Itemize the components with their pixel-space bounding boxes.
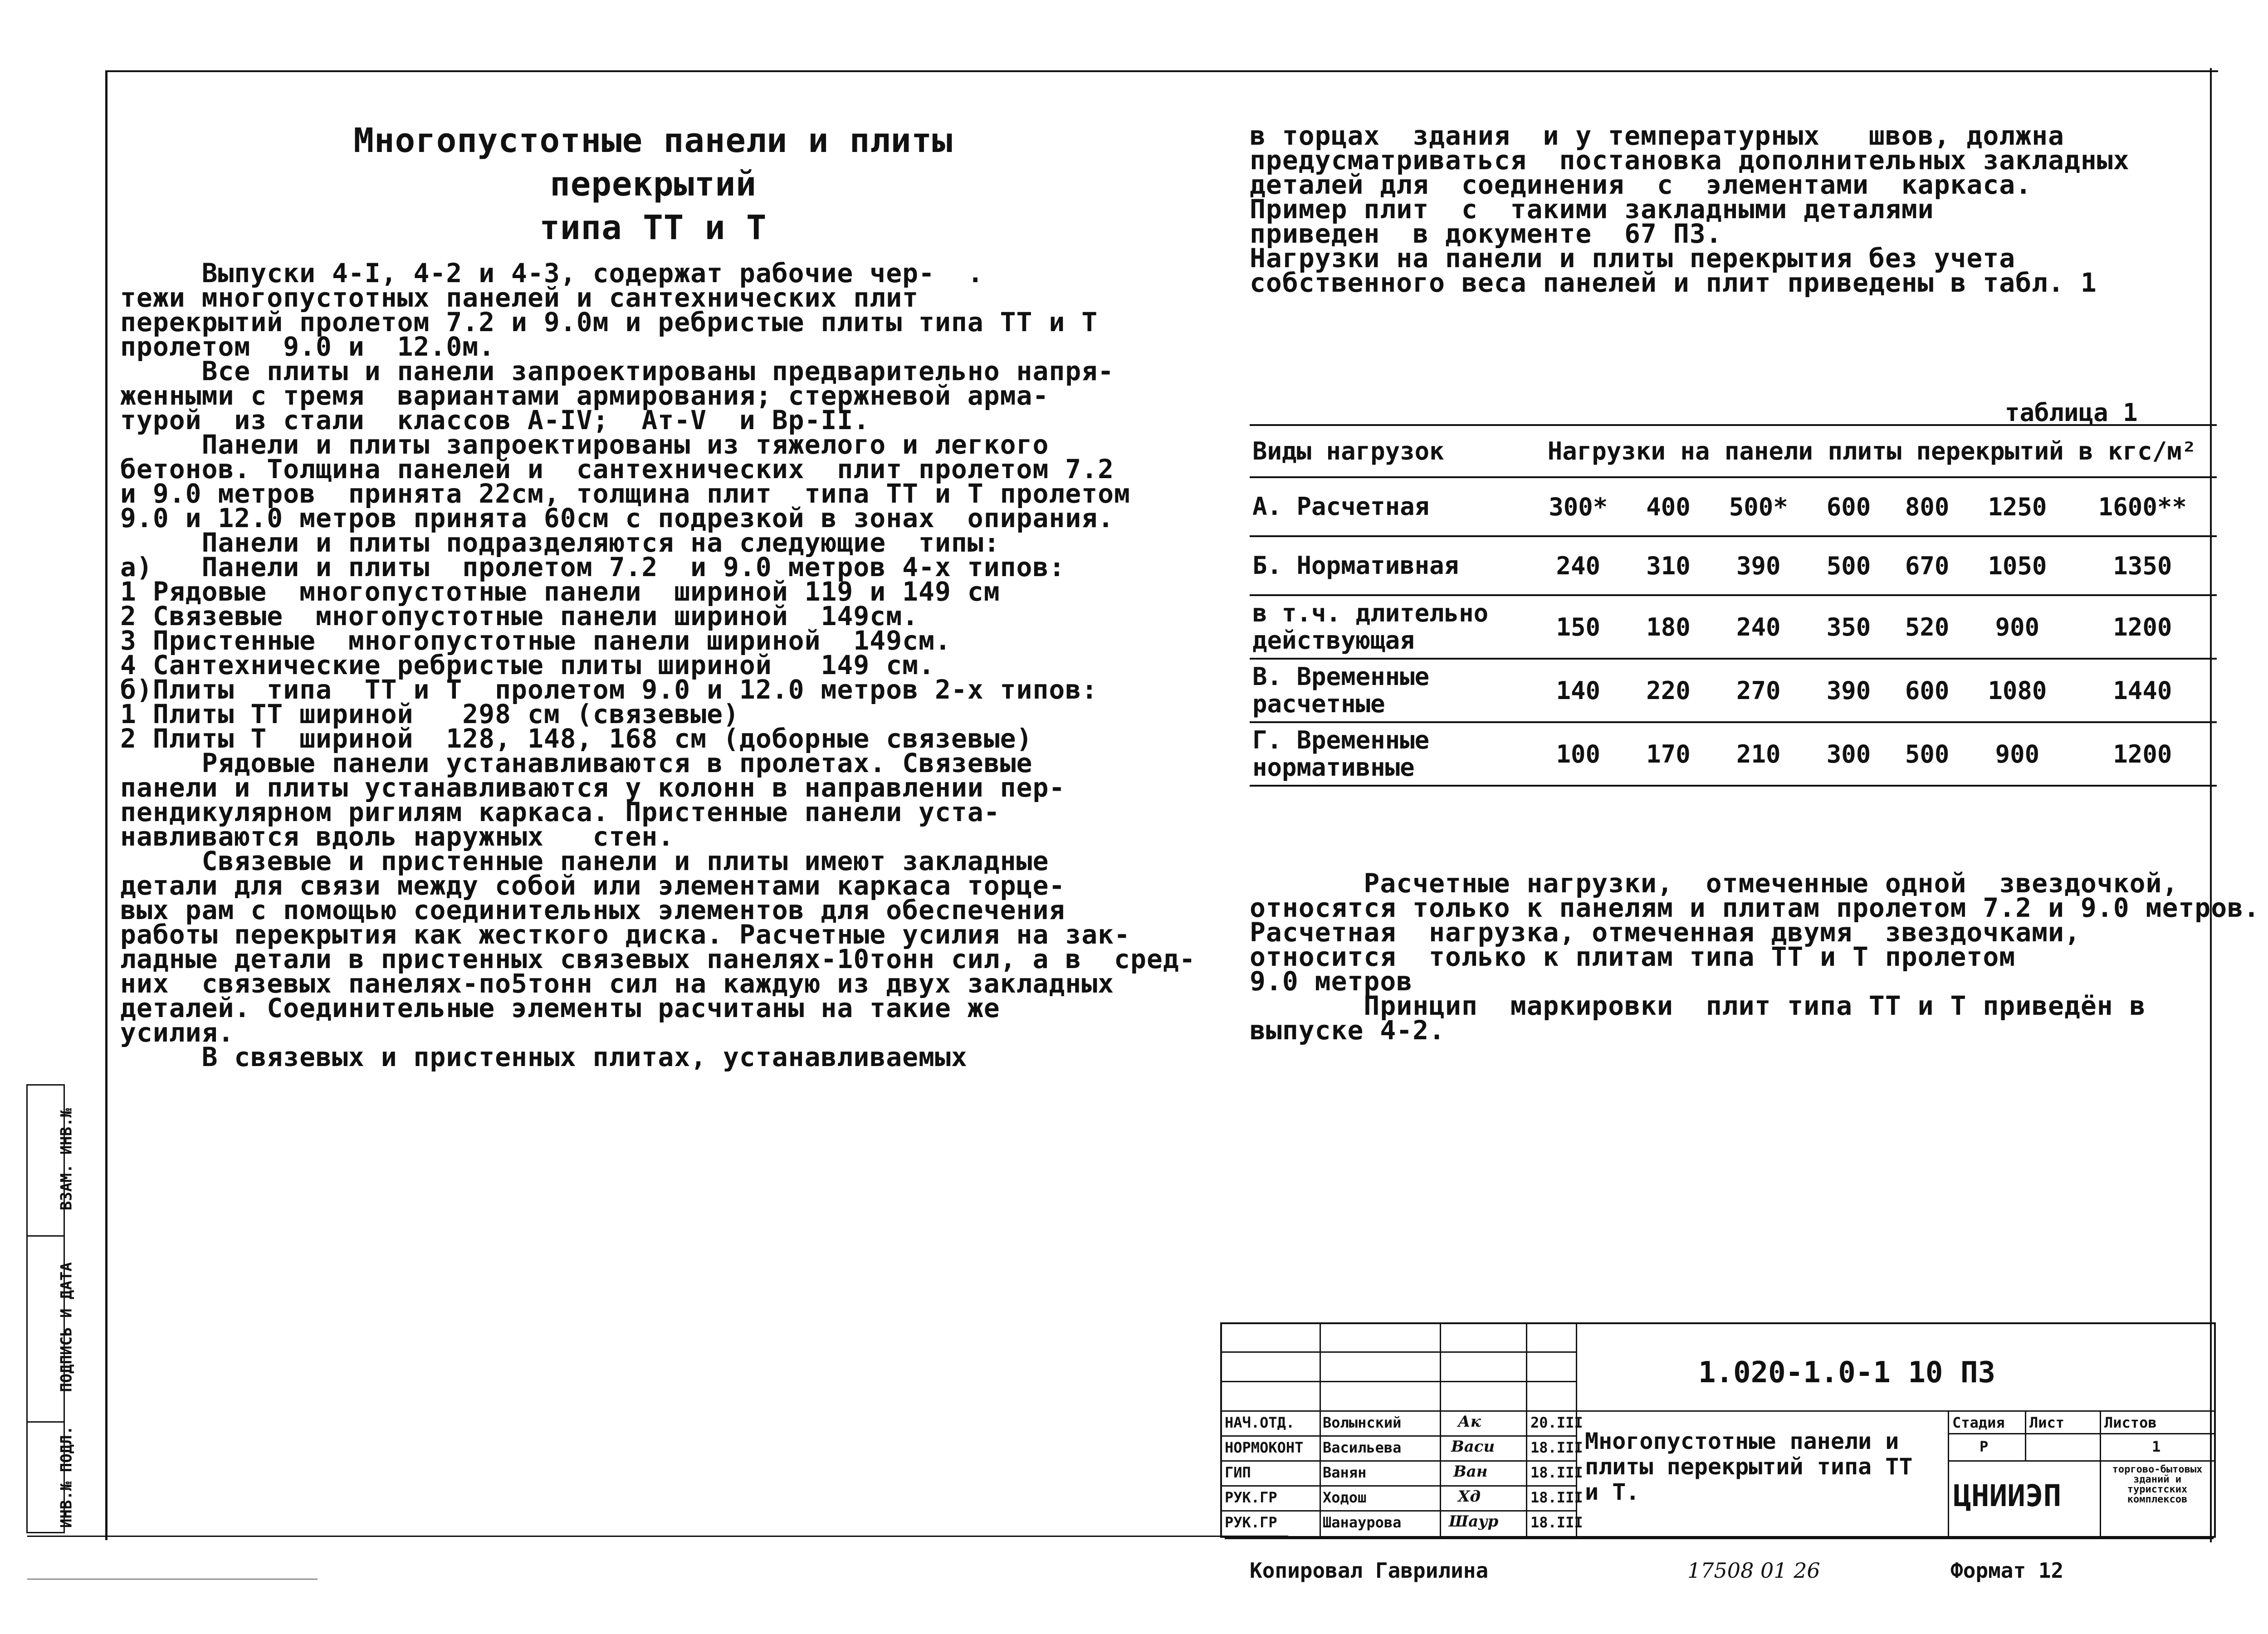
title-line-1: Многопустотные панели и плиты перекрытий — [353, 121, 953, 204]
bottom-frame-line — [27, 1536, 1288, 1537]
cell: 400 — [1629, 477, 1707, 536]
cell: 1200 — [2068, 595, 2217, 659]
cell: 180 — [1629, 595, 1707, 659]
table-row — [1250, 477, 2217, 536]
staff-name: Волынский — [1323, 1414, 1402, 1431]
staff-date: 18.III — [1530, 1489, 1583, 1506]
stamp-inv-orig: ИНВ.№ ПОДЛ. — [57, 1425, 75, 1528]
staff-name: Васильева — [1323, 1439, 1402, 1456]
format-label: Формат 12 — [1950, 1558, 2064, 1583]
left-column-text: Выпуски 4-I, 4-2 и 4-3, содержат рабочие чер- . тежи многопустотных панелей и сантехнических плит перекрытий пролетом 7.2 и 9.0м и ребристые плиты типа ТТ и Т пролетом 9.0 и 12.0м. Все плиты и панели запроектированы предварительно напря- женными с тремя вариантами армирования; стержневой арма- турой из стали классов А-IV; Ат-V и Вр-II. Панели и плиты запроектированы из тяжелого и легкого бетонов. Толщина панелей и сантехнических плит пролетом 7.2 и 9.0 метров принята 22см, толщина плит типа ТТ и Т пролетом 9.0 и 12.0 метров принята 60см с подрезкой в зонах опирания. Панели и плиты подразделяются на следующие типы: а) Панели и плиты пролетом 7.2 и 9.0 метров 4-х типов: 1 Рядовые многопустотные панели шириной 119 и 149 см 2 Связевые многопустотные панели шириной 149см. 3 Пристенные многопустотные панели шириной 149см. 4 Сантехнические ребристые плиты шириной 149 см. б)Плиты типа ТТ и Т пролетом 9.0 и 12.0 метров 2-х типов: 1 Плиты ТТ шириной 298 см (связевые) 2 Плиты Т шириной 128, 148, 168 см (доборные связевые) Рядовые панели устанавливаются в пролетах. Связевые панели и плиты устанавливаются у колонн в направлении пер- пендикулярном ригилям каркаса. Пристенные панели уста- навливаются вдоль наружных стен. Связевые и пристенные панели и плиты имеют закладные детали для связи между собой или элементами каркаса торце- вых рам с помощью соединительных элементов для обеспечения работы перекрытия как жесткого диска. Расчетные усилия на зак- ладные детали в пристенных связевых панелях-10тонн сил, а в сред- них связевых панелях-по5тонн сил на каждую из двух закладных деталей. Соединительные элементы расчитаны на такие же усилия. В связевых и пристенных плитах, устанавливаемых — [120, 258, 1196, 1072]
table-row — [1250, 595, 2217, 659]
cell: 1250 — [1966, 477, 2068, 536]
page-title — [245, 119, 1061, 250]
tb-line — [1526, 1324, 1527, 1536]
table-caption: таблица 1 — [2005, 398, 2138, 427]
row-kind: Г. Временные нормативные — [1250, 722, 1527, 786]
cell: 300 — [1809, 722, 1888, 786]
loads-table — [1250, 424, 2217, 787]
row-kind: в т.ч. длительно действующая — [1250, 595, 1527, 659]
table-row — [1250, 536, 2217, 595]
cell: 500* — [1708, 477, 1809, 536]
title-block — [1220, 1322, 2216, 1538]
staff-role: НАЧ.ОТД. — [1225, 1414, 1295, 1431]
organization-name: ЦНИИЭП — [1953, 1478, 2062, 1513]
cell: 500 — [1888, 722, 1966, 786]
drawing-name: Многопустотные панели и плиты перекрытий типа ТТ и Т. — [1585, 1428, 1913, 1505]
right-column-text-bottom: Расчетные нагрузки, отмеченные одной звездочкой, относятся только к панелям и плитам пролетом 7.2 и 9.0 метров. Расчетная нагрузка, отмеченная двумя звездочками, относится только к плитам типа ТТ и Т пролетом 9.0 метров Принцип маркировки плит типа ТТ и Т приведён в выпуске 4-2. — [1250, 868, 2260, 1046]
row-kind: Б. Нормативная — [1250, 536, 1527, 595]
row-kind: А. Расчетная — [1250, 477, 1527, 536]
cell: 210 — [1708, 722, 1809, 786]
cell: 600 — [1888, 659, 1966, 722]
cell: 600 — [1809, 477, 1888, 536]
tb-line — [1948, 1433, 2214, 1434]
cell: 170 — [1629, 722, 1707, 786]
tb-line — [1222, 1410, 2214, 1412]
stage-value: Р — [1980, 1438, 1989, 1455]
staff-signature: Васи — [1451, 1438, 1495, 1456]
cell: 1440 — [2068, 659, 2217, 722]
staff-role: РУК.ГР — [1225, 1514, 1277, 1531]
cell: 1350 — [2068, 536, 2217, 595]
cell: 350 — [1809, 595, 1888, 659]
cell: 520 — [1888, 595, 1966, 659]
stamp-labels — [47, 1085, 86, 1534]
cell: 1080 — [1966, 659, 2068, 722]
tb-line — [1320, 1324, 1321, 1536]
tb-line — [2100, 1410, 2101, 1536]
cell: 240 — [1708, 595, 1809, 659]
tb-line — [1222, 1460, 1576, 1462]
cell: 390 — [1708, 536, 1809, 595]
tb-line — [1948, 1460, 2214, 1462]
staff-role: РУК.ГР — [1225, 1489, 1277, 1506]
sheet-label: Лист — [2029, 1414, 2065, 1431]
staff-name: Шанаурова — [1323, 1514, 1402, 1531]
right-frame-line — [2210, 68, 2212, 1542]
staff-name: Ванян — [1323, 1464, 1367, 1481]
cell: 390 — [1809, 659, 1888, 722]
vertical-stamp — [26, 1084, 75, 1533]
handwritten-number: 17508 01 26 — [1687, 1558, 1820, 1583]
cell: 240 — [1527, 536, 1629, 595]
stage-label: Стадия — [1952, 1414, 2005, 1431]
cell: 1600** — [2068, 477, 2217, 536]
cell: 300* — [1527, 477, 1629, 536]
tb-line — [1222, 1510, 1576, 1512]
header-kind: Виды нагрузок — [1250, 425, 1527, 477]
cell: 310 — [1629, 536, 1707, 595]
staff-name: Ходош — [1323, 1489, 1367, 1506]
staff-date: 18.III — [1530, 1439, 1583, 1456]
cell: 100 — [1527, 722, 1629, 786]
cell: 150 — [1527, 595, 1629, 659]
tb-line — [1222, 1435, 1576, 1437]
scan-stub-line — [27, 1579, 318, 1580]
cell: 500 — [1809, 536, 1888, 595]
sheets-value: 1 — [2152, 1438, 2161, 1455]
stamp-signature-date: ПОДПИСЬ И ДАТА — [57, 1262, 75, 1392]
cell: 670 — [1888, 536, 1966, 595]
table-row — [1250, 659, 2217, 722]
staff-signature: Ак — [1458, 1413, 1481, 1431]
cell: 1200 — [2068, 722, 2217, 786]
document-number: 1.020-1.0-1 10 ПЗ — [1698, 1356, 1996, 1389]
tb-line — [1948, 1410, 1949, 1536]
cell: 900 — [1966, 722, 2068, 786]
bottom-frame-line-right — [1225, 1538, 2214, 1539]
tb-line — [1222, 1351, 1576, 1353]
title-line-2: типа ТТ и Т — [539, 208, 767, 247]
table-header-row — [1250, 425, 2217, 477]
row-kind: В. Временные расчетные — [1250, 659, 1527, 722]
staff-signature: Шаур — [1449, 1512, 1499, 1531]
staff-date: 20.III — [1530, 1414, 1583, 1431]
tb-line — [1222, 1381, 1576, 1382]
cell: 900 — [1966, 595, 2068, 659]
tb-line — [1222, 1485, 1576, 1487]
organization-subtitle: торгово-бытовых зданий и туристских комплексов — [2112, 1464, 2203, 1505]
staff-date: 18.III — [1530, 1514, 1583, 1531]
cell: 270 — [1708, 659, 1809, 722]
cell: 140 — [1527, 659, 1629, 722]
sheets-label: Листов — [2104, 1414, 2157, 1431]
staff-signature: Хд — [1458, 1487, 1481, 1506]
copied-by: Копировал Гаврилина — [1250, 1558, 1489, 1583]
staff-role: НОРМОКОНТ — [1225, 1439, 1304, 1456]
header-loads: Нагрузки на панели плиты перекрытий в кгс/м² — [1527, 425, 2217, 477]
staff-signature: Ван — [1453, 1463, 1488, 1481]
tb-line — [1440, 1324, 1441, 1536]
table-row — [1250, 722, 2217, 786]
cell: 1050 — [1966, 536, 2068, 595]
staff-date: 18.III — [1530, 1464, 1583, 1481]
cell: 800 — [1888, 477, 1966, 536]
stamp-replaces-inv: ВЗАМ. ИНВ.№ — [57, 1108, 75, 1211]
cell: 220 — [1629, 659, 1707, 722]
right-column-text-top: в торцах здания и у температурных швов, должна предусматриваться постановка дополнительных закладных деталей для соединения с элементами каркаса. Пример плит с такими закладными деталями приведен в документе 67 ПЗ. Нагрузки на панели и плиты перекрытия без учета собственного веса панелей и плит приведены в табл. 1 — [1250, 120, 2130, 298]
tb-line — [2025, 1410, 2026, 1460]
staff-role: ГИП — [1225, 1464, 1251, 1481]
